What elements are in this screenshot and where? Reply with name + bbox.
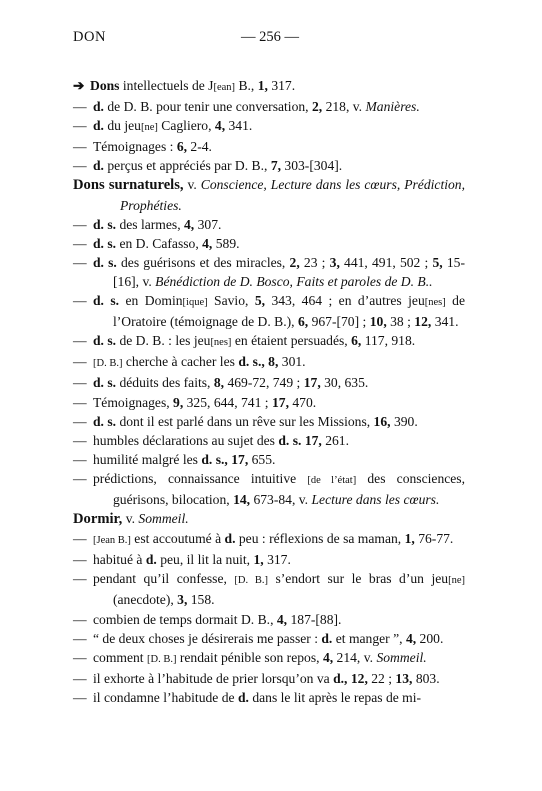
bold-term: 1, [253,552,264,568]
entry-text: 30, 635. [320,375,369,391]
entry-text: 967-[70] ; [308,314,370,330]
dash-marker: — [73,394,87,410]
headword: Dons surnaturels, [73,177,184,194]
entry-text: dont il est parlé dans un rêve sur les Missions, [116,413,374,429]
italic-reference: Sommeil. [376,649,427,665]
dash-marker: — [73,216,87,232]
bold-term: d., [333,670,348,686]
dash-marker: — [73,333,87,349]
entry-text: des larmes, [116,216,184,232]
bold-term: d. s. [93,293,120,309]
entry-text: intellectuels de J [119,78,214,93]
entry-text: est accoutumé à [130,531,225,547]
bold-term: 4, [202,235,213,251]
entry-text: B., [235,78,258,93]
bold-term: 4, [322,649,334,665]
index-entry [73,76,465,97]
italic-reference: Sommeil. [138,511,189,527]
bold-term: d. s. [93,375,117,391]
bold-term: 9, [173,394,184,410]
bold-term: d. [224,531,236,547]
entry-text: habitué à [93,552,146,568]
dash-marker: — [73,689,87,705]
index-entry [73,550,465,569]
index-entry [73,648,465,669]
index-entry [73,450,465,469]
entry-text: comment [93,649,147,665]
entry-text: “ de deux choses je désirerais me passer : [93,630,322,646]
index-entry [73,610,465,629]
bold-term: d. s. [278,432,302,448]
entry-text: 589. [212,235,240,251]
bold-term: 1, [257,78,268,93]
entry-text: 341. [225,118,253,134]
bold-term: d. s. [93,333,117,349]
bold-term: 4, [184,216,195,232]
entry-text: humilité malgré les [93,451,202,467]
index-entry [73,331,465,352]
index-entry [73,629,465,648]
entry-text: 673-84, v. [250,491,312,507]
index-entry [73,529,465,550]
bold-term: d. [93,118,104,134]
dash-marker: — [73,354,87,370]
bold-term: 13, [395,670,413,686]
index-entry [73,569,465,609]
dash-marker: — [73,670,87,686]
entry-text: 22 ; [367,670,396,686]
bold-term: 5, [432,254,443,270]
entry-text: du jeu [103,118,141,134]
bold-term: d. s., [201,451,228,467]
bold-term: d. s. [93,235,117,251]
header-keyword: DON [73,29,106,45]
dash-marker: — [73,470,87,486]
dash-marker: — [73,413,87,429]
bold-term: 4, [214,118,226,134]
dash-marker: — [73,552,87,568]
headword: Dormir, [73,511,123,528]
dash-marker: — [73,118,87,134]
entry-text: 261. [321,432,349,448]
dash-marker: — [73,254,87,270]
bold-term: d. s., [238,354,265,370]
dash-marker: — [73,432,87,448]
italic-reference: Lecture dans les cœurs. [311,491,440,507]
entry-text: 187-[88]. [287,611,342,627]
bold-term: d. [237,689,249,705]
index-entry [73,393,465,412]
dash-marker: — [73,235,87,251]
bold-term: d. [93,158,104,174]
italic-reference: Manières. [365,99,420,115]
dash-marker: — [73,158,87,174]
bracket-abbrev: [D. B.] [93,358,123,370]
entry-text: en étaient persuadés, [231,333,352,349]
index-entry [73,291,465,331]
entry-text: et manger ”, [332,630,406,646]
bold-term: 12, [350,670,368,686]
entry-text: de D. B. : les jeu [116,333,211,349]
entry-text: cherche à cacher les [122,354,239,370]
entry-text: 303-[304]. [281,158,343,174]
bracket-abbrev: [D. B.] [146,653,177,665]
entry-text: 390. [390,413,418,429]
entry-text: 317. [267,78,296,93]
entry-text: 76-77. [414,531,454,547]
bold-term: d. [93,99,104,115]
entry-text: 325, 644, 741 ; [183,394,272,410]
index-headword-entry [73,509,465,529]
index-entry [73,688,465,707]
entry-text: 218, v. [322,99,366,115]
entry-text: peu, il lit la nuit, [156,552,254,568]
bold-term: 4, [276,611,288,627]
bold-term: 17, [303,375,321,391]
bold-term: 7, [270,158,282,174]
bracket-abbrev: [nes] [210,337,232,349]
entry-text: des consciences, guérisons, bilocation, [113,470,465,507]
bold-term: d. s. [93,216,117,232]
bracket-abbrev: [Jean B.] [93,535,131,547]
entry-text: 2-4. [187,139,212,155]
dash-marker: — [73,611,87,627]
bold-term: 1, [404,531,415,547]
index-entry [73,431,465,450]
bold-term: d. [321,630,333,646]
entry-text: 38 ; [386,314,415,330]
entry-text: humbles déclarations au sujet des [93,432,279,448]
entry-text: 655. [248,451,276,467]
entry-text: perçus et appréciés par D. B., [103,158,271,174]
index-entry [73,97,465,116]
entry-text: 117, 918. [361,333,416,349]
dash-marker: — [73,293,87,309]
entry-text: 301. [278,354,306,370]
bold-term: 2, [289,254,300,270]
entry-text: Cagliero, [157,118,215,134]
entry-text: en D. Cafasso, [116,235,203,251]
bold-term: 6, [176,139,188,155]
bold-term: 8, [213,375,225,391]
entry-text: (anecdote), [113,592,178,608]
index-headword-entry [73,175,465,214]
dash-marker: — [73,630,87,646]
entry-text: de D. B. pour tenir une conversation, [103,99,312,115]
entry-text: il condamne l’habitude de [93,689,238,705]
entry-text: 469-72, 749 ; [224,375,304,391]
bold-term: 14, [233,491,251,507]
index-entry [73,373,465,392]
entry-text: prédictions, connaissance intuitive [93,470,308,486]
index-entry [73,352,465,373]
entry-text: rendait pénible son repos, [176,649,323,665]
bold-term: 10, [369,314,387,330]
index-entry [73,116,465,137]
index-entry [73,412,465,431]
bracket-abbrev: [de l’état] [307,474,357,486]
entry-text: v. [183,177,201,193]
dash-marker: — [73,649,87,665]
index-entry [73,253,465,291]
bold-term: d. s. [93,254,117,270]
entry-text: 343, 464 ; en d’autres jeu [265,293,425,309]
index-entry [73,156,465,175]
entry-text: combien de temps dormait D. B., [93,611,277,627]
entry-text: Savio, [207,293,255,309]
bold-term: 3, [329,254,340,270]
italic-reference: Conscience, Lecture dans les cœurs, Prédiction, Prophéties. [120,177,465,213]
bold-term: 3, [177,592,188,608]
dash-marker: — [73,139,87,155]
dash-marker: — [73,99,87,115]
bracket-abbrev: [ne] [448,575,465,587]
entry-text: Témoignages, [93,394,174,410]
bold-term: 17, [271,394,289,410]
dash-marker: — [73,375,87,391]
bold-term: d. s. [93,413,117,429]
page-number: — 256 — [241,29,299,45]
bold-term: d. [145,552,157,568]
entry-text: il exhorte à l’habitude de prier lorsqu’on va [93,670,334,686]
entry-text: v. [122,511,139,527]
bracket-abbrev: [nes] [424,297,446,309]
bracket-abbrev: [D. B.] [234,575,268,587]
entry-text: s’endort sur le bras d’un jeu [267,571,449,587]
bold-term: 16, [373,413,391,429]
entry-text: des guérisons et des miracles, [116,254,290,270]
bold-term: Dons [90,78,120,93]
index-entry [73,215,465,234]
entry-text: peu : réflexions de sa maman, [235,531,405,547]
dash-marker: — [73,451,87,467]
entry-text: 341. [431,314,459,330]
entry-text: dans le lit après le repas de mi- [248,689,422,705]
bold-term: 6, [297,314,309,330]
bold-term: 12, [414,314,432,330]
arrow-marker: ➔ [73,78,85,93]
entry-text: pendant qu’il confesse, [93,571,235,587]
index-entry [73,234,465,253]
index-entry [73,669,465,688]
entry-text: 15-[16], v. [113,254,465,289]
running-header [73,29,467,47]
bold-term: 8, [268,354,279,370]
bracket-abbrev: [ne] [140,122,158,134]
bold-term: 5, [254,293,266,309]
entry-text: 23 ; [299,254,330,270]
entry-text: 307. [194,216,222,232]
bracket-abbrev: [ean] [213,82,236,93]
index-entry [73,137,465,156]
dash-marker: — [73,531,87,547]
entry-text: déduits des faits, [116,375,214,391]
bold-term: 17, [231,451,249,467]
entry-text: 317. [263,552,291,568]
bold-term: 17, [304,432,322,448]
entry-text: de l’Oratoire (témoignage de D. B.), [113,293,466,330]
entry-text: 158. [187,592,215,608]
bold-term: 6, [351,333,362,349]
entry-text: en Domin [119,293,183,309]
entry-text: 803. [412,670,440,686]
entry-text: 441, 491, 502 ; [339,254,433,270]
dash-marker: — [73,571,87,587]
bracket-abbrev: [ique] [182,297,208,309]
italic-reference: Bénédiction de D. Bosco, Faits et paroles de D. B.. [155,273,433,289]
index-entry [73,469,465,509]
entry-text: Témoignages : [93,139,177,155]
entry-text: 200. [416,630,444,646]
bold-term: 4, [405,630,417,646]
entry-text: 470. [288,394,317,410]
bold-term: 2, [311,99,323,115]
entry-text: 214, v. [333,649,377,665]
index-body [73,76,465,707]
